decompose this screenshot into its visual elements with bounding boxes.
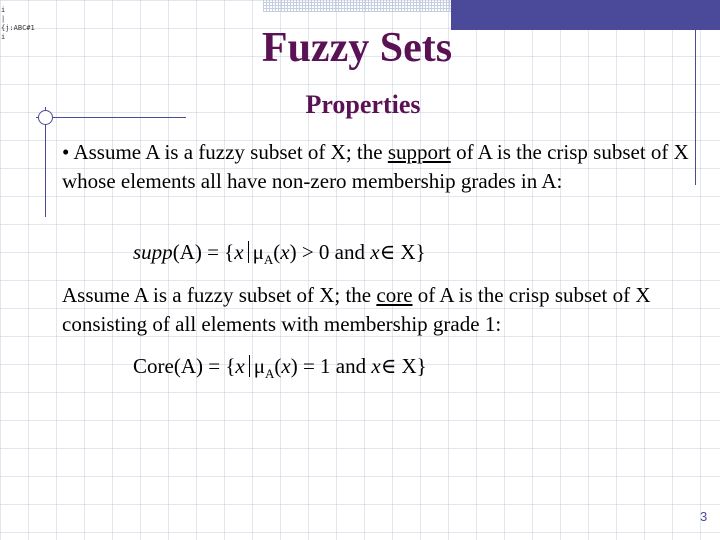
slide-title: Fuzzy Sets (261, 25, 453, 71)
formula-text: ( (273, 240, 281, 264)
formula-text: (A) = { (172, 240, 235, 264)
formula-variable: x (371, 354, 381, 378)
page-number: 3 (700, 509, 708, 524)
corner-line: | (1, 15, 6, 23)
formula-function-name: supp (133, 240, 173, 264)
formula-variable: x (281, 354, 291, 378)
such-that-bar (248, 241, 249, 263)
formula-variable: x (234, 240, 244, 264)
top-hatch-decoration (263, 0, 453, 12)
slide-subtitle: Properties (305, 90, 421, 119)
such-that-bar (249, 355, 250, 377)
mu-subscript: A (263, 252, 274, 267)
support-term: support (387, 140, 451, 164)
support-definition-suffix: of A is the crisp subset of X whose elements all have non-zero membership grades in A: (62, 140, 689, 193)
corner-line: i (1, 33, 6, 41)
core-definition-suffix: of A is the crisp subset of X consisting of all elements with membership grade 1: (62, 283, 651, 336)
formula-function-name: Core (133, 354, 174, 378)
mu-subscript: A (265, 366, 275, 381)
formula-text: X} (396, 354, 427, 378)
mu-symbol: μ (253, 354, 265, 378)
support-definition (62, 138, 692, 196)
support-formula (133, 238, 426, 274)
formula-relation: ) = 1 and (290, 354, 372, 378)
formula-text: (A) = { (173, 354, 236, 378)
core-term: core (376, 283, 413, 307)
element-of-symbol: ∈ (379, 240, 396, 264)
corner-line: i (1, 6, 6, 14)
formula-variable: x (280, 240, 290, 264)
formula-text: X} (395, 240, 426, 264)
formula-text: ( (274, 354, 282, 378)
element-of-symbol: ∈ (380, 354, 397, 378)
mu-symbol: μ (252, 240, 264, 264)
core-formula (133, 352, 427, 388)
support-definition-prefix: • Assume A is a fuzzy subset of X; the (62, 140, 388, 164)
horizontal-rule (36, 117, 186, 118)
formula-relation: ) > 0 and (289, 240, 371, 264)
core-definition-prefix: Assume A is a fuzzy subset of X; the (62, 283, 377, 307)
core-definition (62, 281, 692, 339)
corner-line: {j:ABC#1 (1, 24, 35, 32)
formula-variable: x (370, 240, 380, 264)
rule-circle-ornament (38, 110, 53, 125)
formula-variable: x (235, 354, 245, 378)
